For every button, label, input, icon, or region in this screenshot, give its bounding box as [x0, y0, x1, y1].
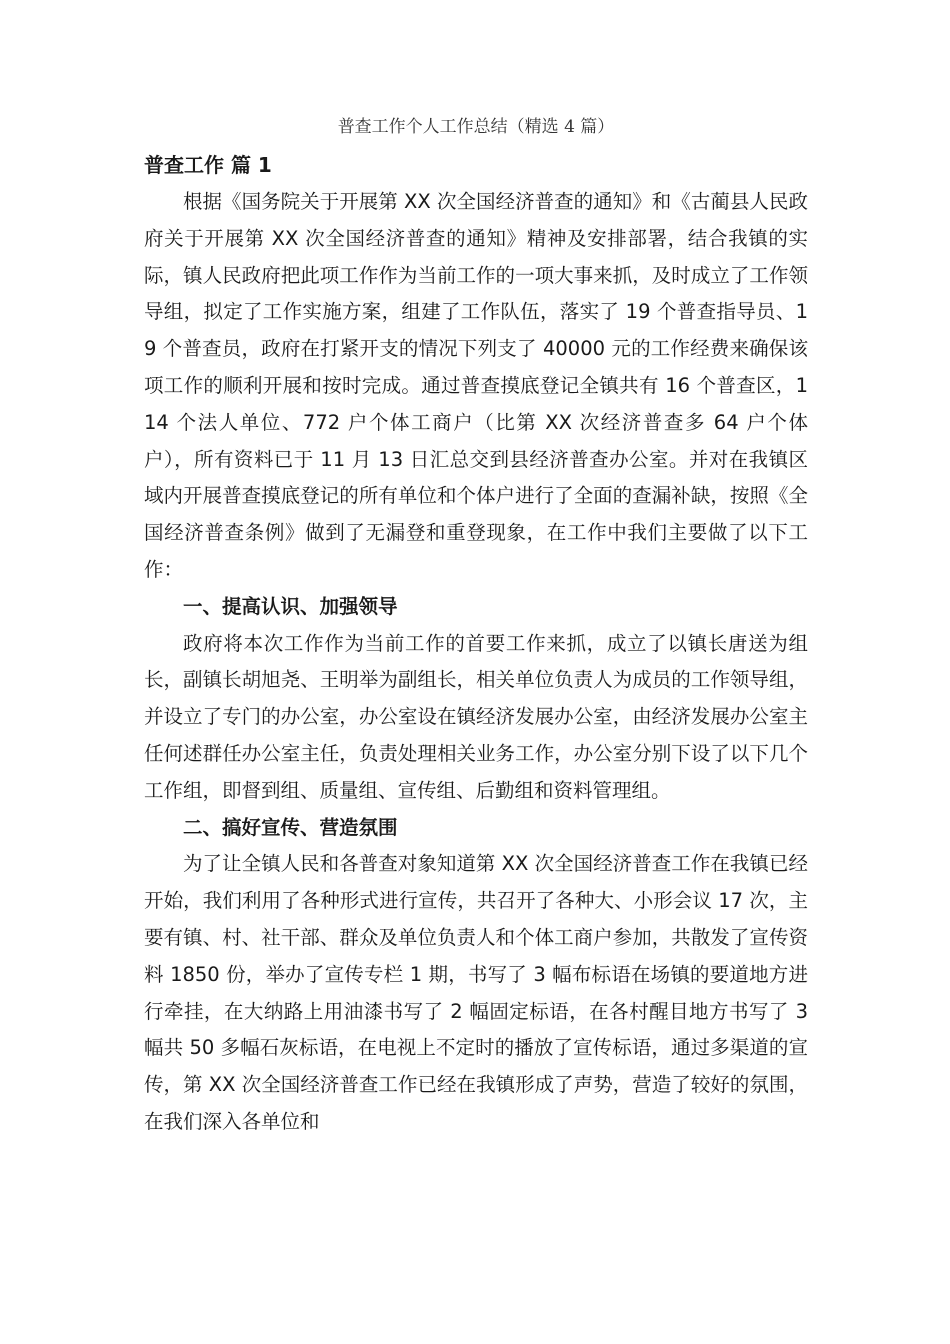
- section-paragraph-1: 政府将本次工作作为当前工作的首要工作来抓，成立了以镇长唐送为组长，副镇长胡旭尧、王明举为副组长，相关单位负责人为成员的工作领导组，并设立了专门的办公室，办公室设在镇经济发展办公室，由经济发展办公室主任何述群任办公室主任，负责处理相关业务工作，办公室分别下设了以下几个工作组，即督到组、质量组、宣传组、后勤组和资料管理组。: [144, 631, 808, 802]
- section-heading-2: 二、搞好宣传、营造氛围: [183, 815, 398, 839]
- chapter-heading: 普查工作 篇 1: [144, 153, 272, 177]
- document-title: 普查工作个人工作总结（精选 4 篇）: [337, 117, 615, 137]
- document-page: [144, 108, 808, 1141]
- section-heading-1: 一、提高认识、加强领导: [183, 594, 398, 618]
- section-paragraph-2: 为了让全镇人民和各普查对象知道第 XX 次全国经济普查工作在我镇已经开始，我们利用了各种形式进行宣传，共召开了各种大、小形会议 17 次，主要有镇、村、社干部、群众及单位负责人和个体工商户参加，共散发了宣传资料 1850 份，举办了宣传专栏 1 期，书写了 3 幅布标语在场镇的要道地方进行牵挂，在大纳路上用油漆书写了 2 幅固定标语，在各村醒目地方书写了 3 幅共 50 多幅石灰标语，在电视上不定时的播放了宣传标语，通过多渠道的宣传，第 XX 次全国经济普查工作已经在我镇形成了声势，营造了较好的氛围，在我们深入各单位和: [144, 852, 808, 1133]
- intro-paragraph: 根据《国务院关于开展第 XX 次全国经济普查的通知》和《古蔺县人民政府关于开展第 XX 次全国经济普查的通知》精神及安排部署，结合我镇的实际，镇人民政府把此项工作作为当前工作的一项大事来抓，及时成立了工作领导组，拟定了工作实施方案，组建了工作队伍，落实了 19 个普查指导员、19 个普查员，政府在打紧开支的情况下列支了 40000 元的工作经费来确保该项工作的顺利开展和按时完成。通过普查摸底登记全镇共有 16 个普查区，114 个法人单位、772 户个体工商户（比第 XX 次经济普查多 64 户个体户），所有资料已于 11 月 13 日汇总交到县经济普查办公室。并对在我镇区域内开展普查摸底登记的所有单位和个体户进行了全面的查漏补缺，按照《全国经济普查条例》做到了无漏登和重登现象，在工作中我们主要做了以下工作：: [144, 190, 808, 581]
